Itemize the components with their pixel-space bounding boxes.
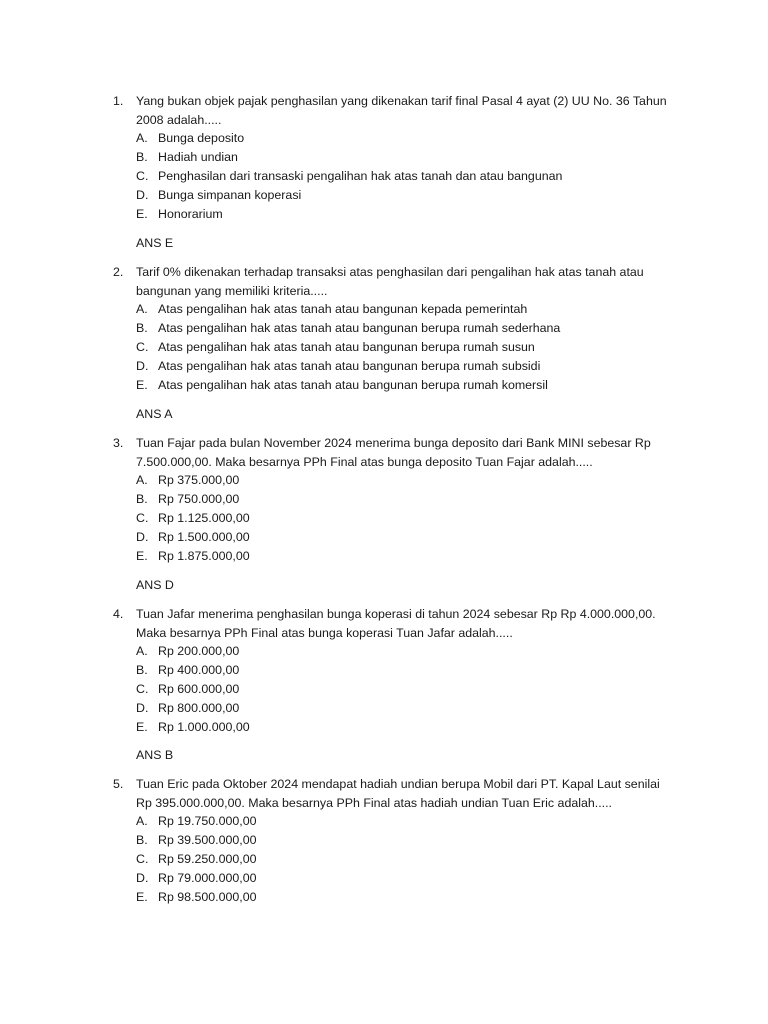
option-text: Rp 59.250.000,00	[158, 852, 257, 867]
option-letter: C.	[136, 852, 149, 867]
option-e	[113, 888, 673, 907]
option-letter: E.	[136, 549, 148, 564]
question-text: Tarif 0% dikenakan terhadap transaksi atas penghasilan dari pengalihan hak atas tanah atau bangunan yang memiliki kriteria.....	[136, 265, 644, 298]
option-letter: B.	[136, 150, 148, 165]
option-e	[113, 718, 673, 737]
question-4	[113, 605, 673, 737]
option-list	[113, 642, 673, 737]
question-text: Yang bukan objek pajak penghasilan yang dikenakan tarif final Pasal 4 ayat (2) UU No. 36 Tahun 2008 adalah.....	[136, 94, 667, 127]
option-text: Hadiah undian	[158, 150, 238, 165]
option-list	[113, 300, 673, 395]
option-letter: B.	[136, 833, 148, 848]
option-letter: C.	[136, 511, 149, 526]
option-letter: D.	[136, 530, 149, 545]
option-letter: D.	[136, 701, 149, 716]
option-letter: A.	[136, 814, 148, 828]
option-e	[113, 205, 673, 224]
answer-4: ANS B	[136, 748, 174, 762]
question-text: Tuan Jafar menerima penghasilan bunga koperasi di tahun 2024 sebesar Rp Rp 4.000.000,00. Maka besarnya PPh Final atas bunga koperasi Tuan Jafar adalah.....	[136, 607, 656, 640]
question-1	[113, 92, 673, 224]
option-a	[113, 129, 673, 148]
option-text: Atas pengalihan hak atas tanah atau bangunan berupa rumah komersil	[158, 378, 548, 393]
option-letter: C.	[136, 169, 149, 184]
option-a	[113, 300, 673, 319]
option-d	[113, 528, 673, 547]
option-c	[113, 509, 673, 528]
option-text: Honorarium	[158, 207, 223, 222]
option-b	[113, 148, 673, 167]
option-text: Rp 200.000,00	[158, 644, 240, 658]
option-a	[113, 642, 673, 661]
option-letter: D.	[136, 871, 149, 886]
option-a	[113, 471, 673, 490]
option-d	[113, 869, 673, 888]
option-letter: B.	[136, 321, 148, 336]
question-text: Tuan Fajar pada bulan November 2024 menerima bunga deposito dari Bank MINI sebesar Rp 7.500.000,00. Maka besarnya PPh Final atas bunga deposito Tuan Fajar adalah.....	[136, 436, 651, 469]
option-letter: B.	[136, 663, 148, 678]
option-text: Rp 98.500.000,00	[158, 890, 257, 905]
option-text: Bunga simpanan koperasi	[158, 188, 302, 203]
option-text: Atas pengalihan hak atas tanah atau bangunan berupa rumah sederhana	[158, 321, 561, 336]
option-letter: D.	[136, 188, 149, 203]
option-b	[113, 831, 673, 850]
option-text: Rp 1.000.000,00	[158, 720, 250, 735]
option-b	[113, 490, 673, 509]
option-text: Rp 19.750.000,00	[158, 814, 257, 828]
option-text: Rp 1.875.000,00	[158, 549, 250, 564]
option-text: Rp 400.000,00	[158, 663, 240, 678]
option-letter: E.	[136, 207, 148, 222]
option-letter: E.	[136, 890, 148, 905]
option-list	[113, 129, 673, 224]
option-text: Penghasilan dari transaski pengalihan hak atas tanah dan atau bangunan	[158, 169, 563, 184]
option-text: Rp 1.125.000,00	[158, 511, 250, 526]
answer-1: ANS E	[136, 236, 174, 250]
option-b	[113, 319, 673, 338]
answer-3: ANS D	[136, 578, 174, 592]
option-text: Atas pengalihan hak atas tanah atau bangunan berupa rumah subsidi	[158, 359, 541, 374]
option-text: Rp 750.000,00	[158, 492, 240, 507]
question-3	[113, 434, 673, 566]
question-2	[113, 263, 673, 395]
option-a	[113, 812, 673, 831]
question-number: 3.	[113, 436, 124, 450]
option-c	[113, 338, 673, 357]
option-text: Bunga deposito	[158, 131, 245, 145]
option-text: Rp 79.000.000,00	[158, 871, 257, 886]
option-text: Rp 375.000,00	[158, 473, 240, 487]
option-list	[113, 812, 673, 907]
option-c	[113, 167, 673, 186]
option-d	[113, 699, 673, 718]
option-letter: A.	[136, 644, 148, 658]
question-number: 2.	[113, 265, 124, 279]
option-letter: A.	[136, 473, 148, 487]
option-text: Atas pengalihan hak atas tanah atau bangunan berupa rumah susun	[158, 340, 535, 355]
option-letter: C.	[136, 340, 149, 355]
option-letter: A.	[136, 302, 148, 316]
option-d	[113, 186, 673, 205]
option-b	[113, 661, 673, 680]
option-d	[113, 357, 673, 376]
option-e	[113, 376, 673, 395]
question-text: Tuan Eric pada Oktober 2024 mendapat hadiah undian berupa Mobil dari PT. Kapal Laut senilai Rp 395.000.000,00. Maka besarnya PPh Final atas hadiah undian Tuan Eric adalah.....	[136, 777, 660, 810]
option-text: Atas pengalihan hak atas tanah atau bangunan kepada pemerintah	[158, 302, 528, 316]
option-letter: B.	[136, 492, 148, 507]
question-number: 4.	[113, 607, 124, 621]
option-letter: A.	[136, 131, 148, 145]
option-c	[113, 850, 673, 869]
answer-2: ANS A	[136, 407, 173, 421]
option-e	[113, 547, 673, 566]
option-letter: E.	[136, 378, 148, 393]
option-letter: E.	[136, 720, 148, 735]
question-number: 5.	[113, 777, 124, 791]
option-list	[113, 471, 673, 566]
question-number: 1.	[113, 94, 124, 108]
option-c	[113, 680, 673, 699]
option-text: Rp 800.000,00	[158, 701, 240, 716]
option-text: Rp 39.500.000,00	[158, 833, 257, 848]
option-text: Rp 600.000,00	[158, 682, 240, 697]
option-letter: C.	[136, 682, 149, 697]
option-text: Rp 1.500.000,00	[158, 530, 250, 545]
option-letter: D.	[136, 359, 149, 374]
question-5	[113, 775, 673, 907]
